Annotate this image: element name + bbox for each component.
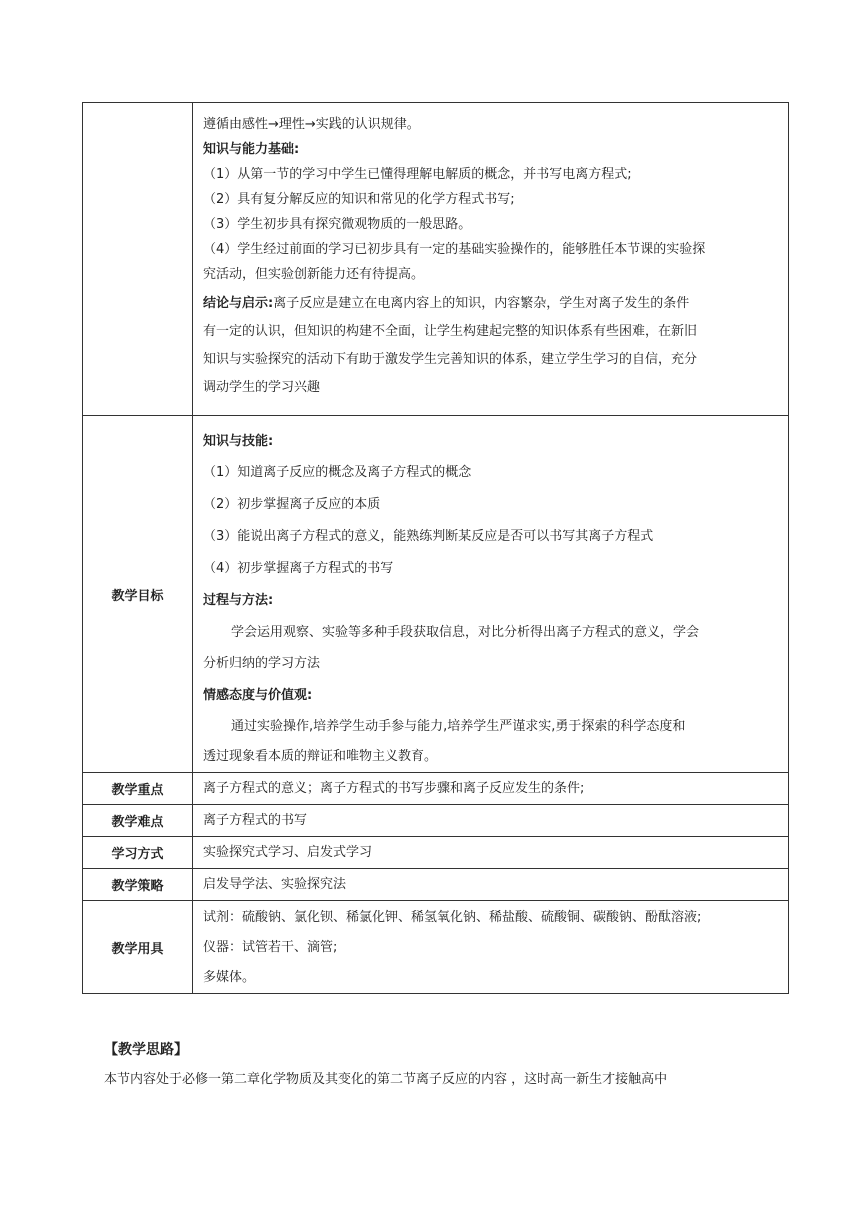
- list-item: （1）从第一节的学习中学生已懂得理解电解质的概念，并书写电离方程式;: [203, 167, 632, 182]
- difficulties-cell: 离子方程式的书写: [193, 805, 789, 837]
- text-line: 遵循由感性→理性→实践的认识规律。: [203, 117, 420, 132]
- section-heading: 情感态度与价值观:: [203, 688, 313, 703]
- section-heading: 【教学思路】: [104, 1042, 188, 1058]
- row-label: 教学目标: [83, 416, 193, 773]
- section-heading: 结论与启示:: [203, 296, 274, 311]
- table-row: [83, 869, 789, 901]
- table-row: [83, 837, 789, 869]
- text-line: 调动学生的学习兴趣: [203, 380, 321, 395]
- objectives-cell: [193, 416, 789, 773]
- section-heading: 知识与技能:: [203, 434, 274, 449]
- text-line: 离子反应是建立在电离内容上的知识，内容繁杂，学生对离子发生的条件: [273, 296, 690, 311]
- section-heading: 过程与方法:: [203, 593, 274, 608]
- text-line: 多媒体。: [203, 970, 256, 985]
- table-row: [83, 773, 789, 805]
- section-heading: 知识与能力基础:: [203, 142, 300, 157]
- row-label-empty: [83, 103, 193, 416]
- process-paragraph: [203, 617, 782, 679]
- list-item: （2）初步掌握离子反应的本质: [203, 497, 381, 512]
- text-line: 学会运用观察、实验等多种手段获取信息，对比分析得出离子方程式的意义，学会: [231, 625, 700, 640]
- table-row: [83, 805, 789, 837]
- list-item: （3）能说出离子方程式的意义，能熟练判断某反应是否可以书写其离子方程式: [203, 529, 654, 544]
- student-analysis-cell: [193, 103, 789, 416]
- row-label: 教学策略: [83, 869, 193, 901]
- text-line: 有一定的认识，但知识的构建不全面，让学生构建起完整的知识体系有些困难，在新旧: [203, 324, 698, 339]
- body-paragraph: 本节内容处于必修一第二章化学物质及其变化的第二节离子反应的内容 ，这时高一新生才接触高中: [104, 1072, 668, 1087]
- strategy-cell: 启发导学法、实验探究法: [193, 869, 789, 901]
- tools-cell: [193, 901, 789, 994]
- lesson-plan-table: [82, 102, 789, 994]
- text-line: 透过现象看本质的辩证和唯物主义教育。: [203, 749, 438, 764]
- list-item: （4）学生经过前面的学习已初步具有一定的基础实验操作的，能够胜任本节课的实验探: [203, 242, 706, 257]
- row-label: 教学重点: [83, 773, 193, 805]
- text-line: 分析归纳的学习方法: [203, 656, 321, 671]
- list-item: （2）具有复分解反应的知识和常见的化学方程式书写;: [203, 192, 515, 207]
- text-line: 试剂：硫酸钠、氯化钡、稀氯化钾、稀氢氧化钠、稀盐酸、硫酸铜、碳酸钠、酚酞溶液;: [203, 910, 702, 925]
- row-label: 教学难点: [83, 805, 193, 837]
- text-line: 通过实验操作,培养学生动手参与能力,培养学生严谨求实,勇于探索的科学态度和: [231, 719, 686, 734]
- table-row: [83, 416, 789, 773]
- table-row: [83, 103, 789, 416]
- text-line: 仪器：试管若干、滴管;: [203, 940, 338, 955]
- row-label: 教学用具: [83, 901, 193, 994]
- text-line: 知识与实验探究的活动下有助于激发学生完善知识的体系，建立学生学习的自信，充分: [203, 352, 698, 367]
- list-item: 究活动，但实验创新能力还有待提高。: [203, 267, 425, 282]
- conclusion-paragraph: [203, 290, 782, 402]
- emotion-paragraph: [203, 712, 782, 772]
- list-item: （3）学生初步具有探究微观物质的一般思路。: [203, 217, 472, 232]
- key-points-cell: 离子方程式的意义；离子方程式的书写步骤和离子反应发生的条件;: [193, 773, 789, 805]
- row-label: 学习方式: [83, 837, 193, 869]
- table-row: [83, 901, 789, 994]
- list-item: （1）知道离子反应的概念及离子方程式的概念: [203, 465, 472, 480]
- learning-method-cell: 实验探究式学习、启发式学习: [193, 837, 789, 869]
- list-item: （4）初步掌握离子方程式的书写: [203, 561, 394, 576]
